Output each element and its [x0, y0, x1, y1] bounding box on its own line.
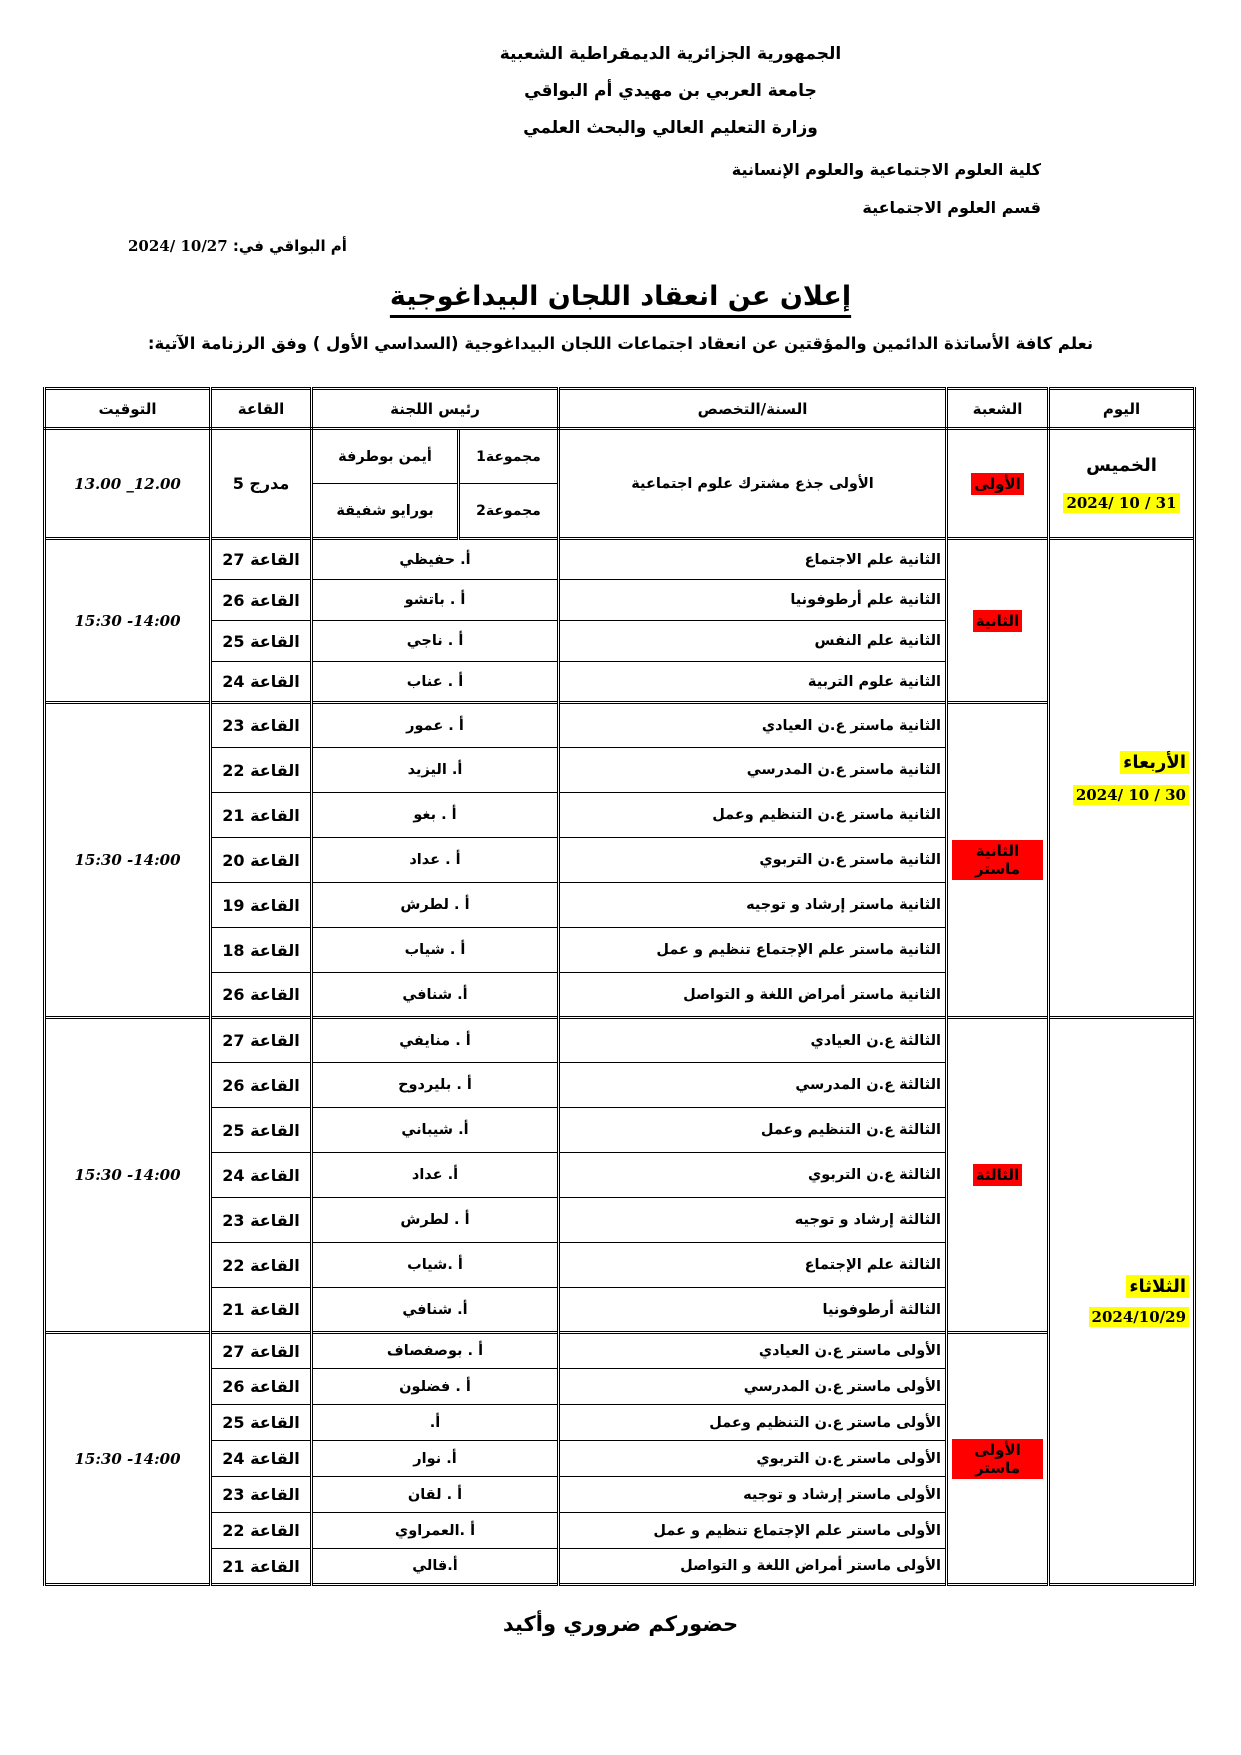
chair-cell: أ. شنافي — [312, 1288, 559, 1333]
col-header-day: اليوم — [1049, 389, 1195, 429]
chair-cell: أ . منايفي — [312, 1018, 559, 1063]
table-row — [45, 1018, 1195, 1063]
section-cell — [947, 1333, 1049, 1585]
section-badge: الثانية ماستر — [952, 840, 1043, 880]
table-header-row — [45, 389, 1195, 429]
time-cell: 15:30 -14:00 — [45, 1333, 211, 1585]
specialty-cell: الثانية علوم التربية — [559, 662, 947, 703]
room-cell: القاعة 23 — [211, 703, 312, 748]
day-cell-tuesday — [1049, 1018, 1195, 1585]
day-name: الأربعاء — [1120, 751, 1189, 774]
specialty-cell: الثالثة علم الإجتماع — [559, 1243, 947, 1288]
chair-cell: أ .شياب — [312, 1243, 559, 1288]
chair-cell: أ . لطرش — [312, 1198, 559, 1243]
room-cell: القاعة 26 — [211, 1369, 312, 1405]
place-date-line — [0, 237, 1241, 255]
chair-cell: أ. حفيظي — [312, 539, 559, 580]
section-cell — [947, 1018, 1049, 1333]
section-badge: الثالثة — [973, 1164, 1022, 1186]
chair-cell: أ . فضلون — [312, 1369, 559, 1405]
specialty-cell: الثالثة أرطوفونيا — [559, 1288, 947, 1333]
chair-cell: أ . عناب — [312, 662, 559, 703]
col-header-chair: رئيس اللجنة — [312, 389, 559, 429]
time-cell: 15:30 -14:00 — [45, 539, 211, 703]
department-line: قسم العلوم الاجتماعية — [862, 198, 1041, 217]
col-header-room: القاعة — [211, 389, 312, 429]
room-cell: مدرج 5 — [211, 429, 312, 539]
time-cell: 13.00 _12.00 — [45, 429, 211, 539]
specialty-cell: الأولى ماستر ع.ن التنظيم وعمل — [559, 1405, 947, 1441]
room-cell: القاعة 25 — [211, 1405, 312, 1441]
country-line: الجمهورية الجزائرية الديمقراطية الشعبية — [499, 44, 842, 64]
room-cell: القاعة 22 — [211, 1243, 312, 1288]
room-cell: القاعة 27 — [211, 1018, 312, 1063]
col-header-time: التوقيت — [45, 389, 211, 429]
table-row — [45, 1333, 1195, 1369]
specialty-cell: الثالثة ع.ن التربوي — [559, 1153, 947, 1198]
chair-cell: أ. شيباني — [312, 1108, 559, 1153]
room-cell: القاعة 19 — [211, 883, 312, 928]
table-row — [45, 703, 1195, 748]
date-badge: 2024/ 10 / 31 — [1063, 493, 1179, 513]
room-cell: القاعة 26 — [211, 973, 312, 1018]
room-cell: القاعة 22 — [211, 1513, 312, 1549]
chair-cell: أ . بغو — [312, 793, 559, 838]
announcement-text: نعلم كافة الأساتذة الدائمين والمؤقتين عن انعقاد اجتماعات اللجان البيداغوجية (السداسي الأول ) وفق الرزنامة الآتية: — [147, 334, 1094, 353]
table-row — [45, 429, 1195, 484]
specialty-cell: الثانية ماستر ع.ن العيادي — [559, 703, 947, 748]
chair-group-cell: مجموعة1 — [459, 429, 559, 484]
chair-cell: أ. شنافي — [312, 973, 559, 1018]
specialty-cell: الأولى ماستر ع.ن العيادي — [559, 1333, 947, 1369]
col-header-specialty: السنة/التخصص — [559, 389, 947, 429]
specialty-cell: الثالثة ع.ن المدرسي — [559, 1063, 947, 1108]
section-cell — [947, 703, 1049, 1018]
specialty-cell: الأولى ماستر علم الإجتماع تنظيم و عمل — [559, 1513, 947, 1549]
col-header-section: الشعبة — [947, 389, 1049, 429]
chair-cell: أ . لطرش — [312, 883, 559, 928]
chair-cell: أ. — [312, 1405, 559, 1441]
room-cell: القاعة 23 — [211, 1477, 312, 1513]
schedule-table — [43, 387, 1196, 1586]
chair-cell: أ . باتشو — [312, 580, 559, 621]
specialty-cell: الثانية ماستر علم الإجتماع تنظيم و عمل — [559, 928, 947, 973]
footer-note: حضوركم ضروري وأكيد — [502, 1612, 739, 1636]
specialty-cell: الثانية ماستر ع.ن المدرسي — [559, 748, 947, 793]
chair-cell: أ . شياب — [312, 928, 559, 973]
faculty-line: كلية العلوم الاجتماعية والعلوم الإنسانية — [731, 160, 1041, 179]
room-cell: القاعة 22 — [211, 748, 312, 793]
day-name: الخميس — [1086, 454, 1157, 476]
place-date-label: أم البواقي في: — [232, 237, 347, 255]
chair-cell: أ . بوصفصاف — [312, 1333, 559, 1369]
specialty-cell: الثانية ماستر ع.ن التنظيم وعمل — [559, 793, 947, 838]
room-cell: القاعة 27 — [211, 1333, 312, 1369]
ministry-line: وزارة التعليم العالي والبحث العلمي — [523, 118, 818, 138]
room-cell: القاعة 18 — [211, 928, 312, 973]
room-cell: القاعة 24 — [211, 662, 312, 703]
section-cell — [947, 539, 1049, 703]
specialty-cell: الثالثة ع.ن التنظيم وعمل — [559, 1108, 947, 1153]
day-cell-thursday — [1049, 429, 1195, 539]
specialty-cell: الثانية ماستر أمراض اللغة و التواصل — [559, 973, 947, 1018]
chair-cell: أ. اليزيد — [312, 748, 559, 793]
room-cell: القاعة 27 — [211, 539, 312, 580]
room-cell: القاعة 23 — [211, 1198, 312, 1243]
room-cell: القاعة 24 — [211, 1441, 312, 1477]
section-badge: الأولى — [971, 473, 1023, 495]
chair-cell: أ.قالي — [312, 1549, 559, 1585]
chair-cell: أ . عداد — [312, 838, 559, 883]
specialty-cell: الأولى ماستر إرشاد و توجيه — [559, 1477, 947, 1513]
specialty-cell: الأولى ماستر ع.ن المدرسي — [559, 1369, 947, 1405]
chair-cell: أ . بليردوح — [312, 1063, 559, 1108]
date-badge: 2024/10/29 — [1089, 1307, 1189, 1327]
chair-cell: أ. نوار — [312, 1441, 559, 1477]
specialty-cell: الثالثة ع.ن العيادي — [559, 1018, 947, 1063]
chair-cell: أ .العمراوي — [312, 1513, 559, 1549]
room-cell: القاعة 21 — [211, 793, 312, 838]
place-date-value: 2024/ 10/27 — [128, 237, 228, 255]
room-cell: القاعة 24 — [211, 1153, 312, 1198]
chair-cell: أ . لقان — [312, 1477, 559, 1513]
specialty-cell: الأولى جذع مشترك علوم اجتماعية — [559, 429, 947, 539]
specialty-cell: الثانية ماستر ع.ن التربوي — [559, 838, 947, 883]
room-cell: القاعة 21 — [211, 1549, 312, 1585]
specialty-cell: الثانية ماستر إرشاد و توجيه — [559, 883, 947, 928]
chair-name-cell: بورايو شفيقة — [312, 484, 459, 539]
section-badge: الأولى ماستر — [952, 1439, 1043, 1479]
day-name: الثلاثاء — [1126, 1275, 1189, 1298]
day-cell-wednesday — [1049, 539, 1195, 1018]
room-cell: القاعة 26 — [211, 1063, 312, 1108]
time-cell: 15:30 -14:00 — [45, 703, 211, 1018]
date-badge: 2024/ 10 / 30 — [1073, 785, 1189, 805]
letterhead — [0, 0, 1241, 147]
room-cell: القاعة 25 — [211, 1108, 312, 1153]
chair-name-cell: أيمن بوطرفة — [312, 429, 459, 484]
room-cell: القاعة 26 — [211, 580, 312, 621]
chair-cell: أ . ناجي — [312, 621, 559, 662]
section-cell — [947, 429, 1049, 539]
section-badge: الثانية — [973, 610, 1022, 632]
time-cell: 15:30 -14:00 — [45, 1018, 211, 1333]
chair-cell: أ. عداد — [312, 1153, 559, 1198]
specialty-cell: الثالثة إرشاد و توجيه — [559, 1198, 947, 1243]
page-title: إعلان عن انعقاد اللجان البيداغوجية — [389, 281, 852, 312]
room-cell: القاعة 25 — [211, 621, 312, 662]
specialty-cell: الثانية علم أرطوفونيا — [559, 580, 947, 621]
faculty-block — [0, 151, 1241, 227]
chair-group-cell: مجموعة2 — [459, 484, 559, 539]
room-cell: القاعة 20 — [211, 838, 312, 883]
specialty-cell: الثانية علم الاجتماع — [559, 539, 947, 580]
chair-cell: أ . عمور — [312, 703, 559, 748]
specialty-cell: الأولى ماستر أمراض اللغة و التواصل — [559, 1549, 947, 1585]
specialty-cell: الثانية علم النفس — [559, 621, 947, 662]
university-line: جامعة العربي بن مهيدي أم البواقي — [524, 81, 817, 101]
table-row — [45, 539, 1195, 580]
specialty-cell: الأولى ماستر ع.ن التربوي — [559, 1441, 947, 1477]
room-cell: القاعة 21 — [211, 1288, 312, 1333]
